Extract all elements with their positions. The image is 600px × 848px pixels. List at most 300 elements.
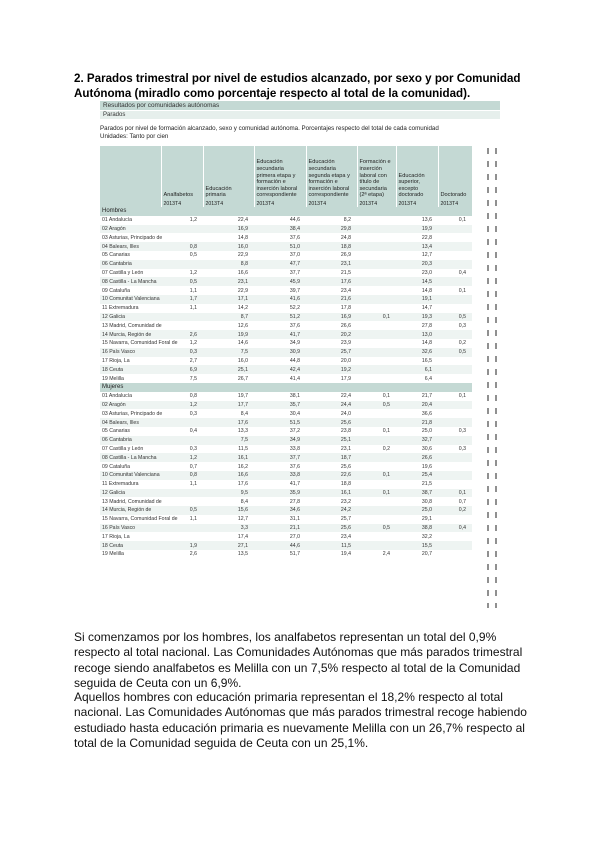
value-cell: 0,5: [161, 277, 203, 286]
region-cell: 06 Cantabria: [100, 436, 161, 445]
table-row: [100, 462, 472, 471]
region-cell: 14 Murcia, Región de: [100, 330, 161, 339]
value-cell: 23,0: [421, 269, 432, 276]
region-cell: 04 Balears, Illes: [100, 242, 161, 251]
value-cell: [438, 409, 472, 418]
value-cell: 19,1: [396, 295, 438, 304]
value-cell: 6,9: [161, 365, 203, 374]
value-cell: [357, 216, 396, 225]
value-cell: 33,8: [254, 471, 306, 480]
value-cell: 21,1: [254, 524, 306, 533]
value-cell: 11,5: [238, 445, 248, 452]
region-cell: 08 Castilla - La Mancha: [100, 453, 161, 462]
value-cell: 0,1: [357, 489, 396, 498]
period-cell: 2013T4: [254, 200, 306, 207]
value-cell: 0,5: [357, 524, 396, 533]
value-cell: 15,6: [203, 506, 254, 515]
value-cell: 23,4: [340, 287, 351, 294]
period-cell: 2013T4: [438, 200, 472, 207]
value-cell: 23,2: [340, 498, 351, 505]
section-label: Hombres: [100, 207, 161, 216]
value-cell: 0,1: [357, 313, 396, 322]
value-cell: 25,7: [306, 348, 357, 357]
value-cell: 29,8: [306, 225, 357, 234]
value-cell: 0,3: [189, 445, 197, 452]
value-cell: 37,7: [289, 269, 300, 276]
value-cell: [357, 357, 396, 366]
value-cell: 12,7: [237, 516, 248, 523]
value-cell: [438, 418, 472, 427]
value-cell: 19,7: [237, 393, 248, 400]
value-cell: 0,4: [189, 428, 197, 435]
value-cell: 24,2: [306, 506, 357, 515]
value-cell: 33,8: [289, 445, 300, 452]
value-cell: 20,4: [396, 401, 438, 410]
value-cell: 0,5: [189, 252, 197, 259]
column-header: Educación primaria: [203, 146, 254, 200]
value-cell: 0,5: [438, 313, 472, 322]
value-cell: 23,8: [340, 428, 351, 435]
value-cell: 36,6: [421, 410, 432, 417]
table-image: [100, 101, 500, 610]
value-cell: [161, 418, 203, 427]
region-cell: 08 Castilla - La Mancha: [100, 277, 161, 286]
value-cell: 16,9: [306, 313, 357, 322]
table-row: [100, 365, 472, 374]
value-cell: [438, 515, 472, 524]
value-cell: 0,5: [357, 401, 396, 410]
region-cell: 05 Canarias: [102, 252, 130, 259]
value-cell: [357, 260, 396, 269]
value-cell: 42,4: [254, 365, 306, 374]
value-cell: [357, 330, 396, 339]
value-cell: [357, 436, 396, 445]
table-units: Unidades: Tanto por cien: [100, 133, 169, 140]
value-cell: 0,3: [458, 445, 466, 452]
table-row: [100, 304, 472, 313]
value-cell: 17,6: [203, 418, 254, 427]
value-cell: [357, 374, 396, 383]
value-cell: 25,6: [340, 463, 351, 470]
table-row: [100, 348, 472, 357]
column-header: Educación secundaria segunda etapa y formación e inserción laboral correspondiente: [306, 146, 357, 200]
value-cell: 18,8: [306, 242, 357, 251]
section-heading: 2. Parados trimestral por nivel de estudios alcanzado, por sexo y por Comunidad Autónoma (miradlo como porcentaje respecto al total de la comunidad).: [74, 72, 521, 100]
table-row: [100, 418, 472, 427]
value-cell: [357, 295, 396, 304]
table-row: [100, 260, 472, 269]
table-row: [100, 497, 472, 506]
value-cell: 7,5: [203, 436, 254, 445]
region-cell: 12 Galicia: [100, 313, 161, 322]
value-cell: 30,8: [421, 498, 432, 505]
value-cell: 8,4: [240, 410, 248, 417]
column-header: Educación secundaria primera etapa y formación e inserción laboral correspondiente: [254, 146, 306, 200]
value-cell: [438, 251, 472, 260]
value-cell: 24,8: [340, 234, 351, 241]
value-cell: 32,7: [396, 436, 438, 445]
value-cell: [161, 489, 203, 498]
value-cell: 2,4: [382, 551, 390, 558]
value-cell: [438, 374, 472, 383]
value-cell: 38,4: [254, 225, 306, 234]
value-cell: 1,1: [189, 287, 197, 294]
value-cell: 0,2: [438, 506, 472, 515]
value-cell: [357, 453, 396, 462]
value-cell: 23,1: [306, 260, 357, 269]
value-cell: 35,7: [254, 401, 306, 410]
value-cell: 19,4: [340, 551, 351, 558]
value-cell: [357, 286, 396, 295]
value-cell: 0,4: [438, 524, 472, 533]
value-cell: 26,7: [237, 375, 248, 382]
region-cell: 15 Navarra, Comunidad Foral de: [102, 340, 178, 347]
value-cell: 38,1: [289, 393, 300, 400]
value-cell: [161, 524, 203, 533]
value-cell: 13,0: [396, 330, 438, 339]
value-cell: 3,3: [203, 524, 254, 533]
value-cell: 26,6: [340, 322, 351, 329]
value-cell: [438, 304, 472, 313]
value-cell: [357, 304, 396, 313]
value-cell: 51,5: [254, 418, 306, 427]
value-cell: 27,0: [289, 533, 300, 540]
value-cell: 19,9: [203, 330, 254, 339]
value-cell: 6,1: [396, 365, 438, 374]
value-cell: [357, 365, 396, 374]
table-row: [100, 374, 472, 383]
value-cell: 0,8: [189, 393, 197, 400]
table-row: [100, 269, 472, 278]
region-cell: 03 Asturias, Principado de: [102, 234, 163, 241]
value-cell: 25,7: [340, 516, 351, 523]
value-cell: 19,2: [306, 365, 357, 374]
table-row: [100, 242, 472, 251]
table-description-text: Parados por nivel de formación alcanzado, sexo y comunidad autónoma. Porcentajes respecto del total de cada comunidad: [100, 125, 439, 132]
value-cell: 21,5: [340, 269, 351, 276]
value-cell: 2,7: [189, 357, 197, 364]
table-row: [100, 330, 472, 339]
value-cell: [438, 233, 472, 242]
value-cell: 30,6: [421, 445, 432, 452]
value-cell: 17,9: [340, 375, 351, 382]
table-row: [100, 313, 472, 322]
value-cell: [438, 401, 472, 410]
table-title-bar: Resultados por comunidades autónomas: [100, 101, 500, 110]
value-cell: [357, 409, 396, 418]
value-cell: [357, 225, 396, 234]
value-cell: [357, 242, 396, 251]
table-row: [100, 233, 472, 242]
table-description: [100, 125, 500, 141]
value-cell: [438, 532, 472, 541]
section-row: [100, 207, 472, 216]
value-cell: 19,3: [396, 313, 438, 322]
value-cell: 16,0: [203, 242, 254, 251]
value-cell: [357, 348, 396, 357]
region-cell: 10 Comunitat Valenciana: [102, 472, 160, 479]
value-cell: 25,0: [421, 428, 432, 435]
table-subtitle-bar: Parados: [100, 111, 500, 119]
value-cell: [438, 462, 472, 471]
region-cell: 12 Galicia: [100, 489, 161, 498]
value-cell: 41,4: [289, 375, 300, 382]
value-cell: 41,7: [254, 330, 306, 339]
value-cell: 1,2: [189, 217, 197, 224]
value-cell: 8,8: [203, 260, 254, 269]
value-cell: [357, 321, 396, 330]
value-cell: 0,3: [161, 348, 203, 357]
table-row: [100, 506, 472, 515]
data-table: [100, 146, 473, 559]
value-cell: 19,9: [396, 225, 438, 234]
value-cell: 27,1: [203, 541, 254, 550]
value-cell: 39,7: [289, 287, 300, 294]
table-row: [100, 401, 472, 410]
region-cell: 19 Melilla: [102, 375, 124, 382]
region-cell: 19 Melilla: [102, 551, 124, 558]
value-cell: 0,3: [189, 410, 197, 417]
value-cell: [357, 418, 396, 427]
region-cell: 01 Andalucía: [102, 217, 132, 224]
value-cell: 16,5: [421, 357, 432, 364]
value-cell: 1,2: [161, 401, 203, 410]
value-cell: [438, 365, 472, 374]
value-cell: [357, 269, 396, 278]
value-cell: 25,6: [306, 524, 357, 533]
value-cell: 23,1: [203, 277, 254, 286]
value-cell: 20,0: [340, 357, 351, 364]
value-cell: 17,8: [340, 305, 351, 312]
period-cell: 2013T4: [161, 200, 203, 207]
value-cell: [438, 242, 472, 251]
value-cell: [357, 515, 396, 524]
value-cell: 17,6: [306, 277, 357, 286]
value-cell: 20,2: [306, 330, 357, 339]
value-cell: 13,3: [237, 428, 248, 435]
value-cell: [357, 233, 396, 242]
value-cell: [438, 436, 472, 445]
value-cell: [438, 357, 472, 366]
value-cell: 44,8: [289, 357, 300, 364]
value-cell: 2,6: [161, 330, 203, 339]
region-cell: 06 Cantabria: [100, 260, 161, 269]
value-cell: 38,8: [396, 524, 438, 533]
value-cell: 23,4: [340, 533, 351, 540]
table-row: [100, 541, 472, 550]
value-cell: [357, 462, 396, 471]
value-cell: 0,1: [357, 471, 396, 480]
value-cell: 19,6: [421, 463, 432, 470]
table-row: [100, 445, 472, 454]
region-cell: 02 Aragón: [100, 225, 161, 234]
table-row: [100, 339, 472, 348]
value-cell: 1,2: [189, 340, 197, 347]
value-cell: 51,2: [254, 313, 306, 322]
table-row: [100, 515, 472, 524]
region-cell: 14 Murcia, Región de: [100, 506, 161, 515]
value-cell: 24,0: [340, 410, 351, 417]
region-cell: 10 Comunitat Valenciana: [102, 296, 160, 303]
value-cell: 16,0: [237, 357, 248, 364]
table-row: [100, 295, 472, 304]
column-header: Analfabetos: [161, 146, 203, 200]
value-cell: [357, 532, 396, 541]
value-cell: 16,6: [203, 471, 254, 480]
region-cell: 16 País Vasco: [100, 348, 161, 357]
value-cell: 35,9: [254, 489, 306, 498]
value-cell: 17,6: [237, 481, 248, 488]
value-cell: 14,7: [421, 305, 432, 312]
value-cell: 14,8: [421, 340, 432, 347]
table-row: [100, 550, 472, 559]
value-cell: 1,1: [189, 305, 197, 312]
region-cell: 04 Balears, Illes: [100, 418, 161, 427]
value-cell: 0,3: [458, 428, 466, 435]
value-cell: [357, 277, 396, 286]
value-cell: 1,9: [161, 541, 203, 550]
value-cell: 41,7: [289, 481, 300, 488]
region-cell: 01 Andalucía: [102, 393, 132, 400]
value-cell: 0,1: [458, 287, 466, 294]
region-cell: 05 Canarias: [102, 428, 130, 435]
table-row: [100, 453, 472, 462]
region-cell: 13 Madrid, Comunidad de: [102, 322, 162, 329]
value-cell: 25,6: [306, 418, 357, 427]
value-cell: 47,7: [254, 260, 306, 269]
paragraph-primaria: Aquellos hombres con educación primaria representan el 18,2% respecto al total nacional. Las Comunidades Autónomas que más parados trimestral recoge habiendo estudiado hasta educación primaria es nuevamente Melilla con un 26,7% respecto al total de la Comunidad seguida de Ceuta con un 25,1%.: [74, 690, 527, 751]
value-cell: 44,6: [254, 541, 306, 550]
paragraph-analfabetos: Si comenzamos por los hombres, los analfabetos representan un total del 0,9% respecto al total nacional. Las Comunidades Autónomas que más parados trimestral recoge siendo analfabetos es Melilla con un 7,5% respecto al total de la Comunidad seguida de Ceuta con un 6,9%.: [74, 630, 523, 691]
value-cell: 30,9: [254, 348, 306, 357]
value-cell: 7,5: [189, 375, 197, 382]
region-cell: 07 Castilla y León: [102, 269, 144, 276]
value-cell: 16,1: [203, 453, 254, 462]
value-cell: 0,7: [458, 498, 466, 505]
column-header: Formación e inserción laboral con título de secundaria (2ª etapa): [357, 146, 396, 200]
value-cell: 12,7: [421, 252, 432, 259]
value-cell: 1,1: [189, 481, 197, 488]
table-row: [100, 436, 472, 445]
value-cell: 0,7: [189, 463, 197, 470]
value-cell: [357, 541, 396, 550]
region-cell: 02 Aragón: [100, 401, 161, 410]
value-cell: 1,2: [161, 453, 203, 462]
value-cell: [438, 453, 472, 462]
table-row: [100, 489, 472, 498]
table-row: [100, 321, 472, 330]
value-cell: 20,7: [421, 551, 432, 558]
value-cell: 0,5: [438, 348, 472, 357]
value-cell: [357, 251, 396, 260]
region-cell: 11 Extremadura: [102, 481, 139, 488]
table-header-row: [100, 146, 472, 200]
table-body: [100, 207, 472, 559]
value-cell: 32,6: [396, 348, 438, 357]
value-cell: [438, 550, 472, 559]
value-cell: 23,9: [340, 340, 351, 347]
value-cell: 22,9: [237, 252, 248, 259]
value-cell: 21,6: [306, 295, 357, 304]
value-cell: 0,8: [161, 242, 203, 251]
value-cell: [161, 436, 203, 445]
period-cell: 2013T4: [203, 200, 254, 207]
region-cell: 15 Navarra, Comunidad Foral de: [102, 516, 178, 523]
value-cell: 45,9: [254, 277, 306, 286]
value-cell: 37,7: [254, 453, 306, 462]
table-row: [100, 392, 472, 401]
value-cell: 27,8: [289, 498, 300, 505]
region-cell: 03 Asturias, Principado de: [102, 410, 163, 417]
period-cell: 2013T4: [306, 200, 357, 207]
value-cell: 24,4: [306, 401, 357, 410]
value-cell: [438, 330, 472, 339]
value-cell: [357, 506, 396, 515]
value-cell: [438, 295, 472, 304]
value-cell: 14,5: [396, 277, 438, 286]
value-cell: 26,9: [340, 252, 351, 259]
region-cell: 16 País Vasco: [100, 524, 161, 533]
value-cell: 0,2: [458, 340, 466, 347]
value-cell: 51,0: [254, 242, 306, 251]
section-row: [100, 383, 472, 392]
table-row: [100, 471, 472, 480]
value-cell: 25,0: [396, 506, 438, 515]
region-cell: 17 Rioja, La: [102, 357, 130, 364]
value-cell: 0,1: [458, 393, 466, 400]
table-row: [100, 480, 472, 489]
value-cell: 34,6: [254, 506, 306, 515]
value-cell: 2,6: [189, 551, 197, 558]
value-cell: 37,6: [289, 463, 300, 470]
value-cell: 51,7: [289, 551, 300, 558]
value-cell: 34,9: [254, 436, 306, 445]
value-cell: 12,6: [237, 322, 248, 329]
value-cell: 13,5: [237, 551, 248, 558]
value-cell: 7,5: [203, 348, 254, 357]
value-cell: [438, 541, 472, 550]
value-cell: 20,3: [396, 260, 438, 269]
value-cell: 52,2: [289, 305, 300, 312]
column-header: Educación superior, excepto doctorado: [396, 146, 438, 200]
section-label: Mujeres: [100, 383, 161, 392]
table-row: [100, 251, 472, 260]
value-cell: 21,8: [396, 418, 438, 427]
value-cell: [438, 277, 472, 286]
value-cell: [161, 321, 203, 330]
header-corner: [100, 146, 161, 200]
value-cell: 30,4: [289, 410, 300, 417]
value-cell: 26,6: [396, 453, 438, 462]
table-row: [100, 357, 472, 366]
value-cell: 0,1: [382, 393, 390, 400]
value-cell: [357, 480, 396, 489]
value-cell: 16,2: [237, 463, 248, 470]
region-cell: 18 Ceuta: [100, 365, 161, 374]
value-cell: [357, 339, 396, 348]
value-cell: 37,6: [289, 322, 300, 329]
value-cell: 16,9: [203, 225, 254, 234]
region-cell: 11 Extremadura: [102, 305, 139, 312]
value-cell: 34,9: [289, 340, 300, 347]
region-cell: 13 Madrid, Comunidad de: [102, 498, 162, 505]
region-cell: 09 Cataluña: [102, 463, 130, 470]
value-cell: 37,6: [289, 234, 300, 241]
value-cell: 0,8: [161, 471, 203, 480]
value-cell: [161, 497, 203, 506]
value-cell: 0,1: [438, 489, 472, 498]
value-cell: 1,1: [189, 516, 197, 523]
